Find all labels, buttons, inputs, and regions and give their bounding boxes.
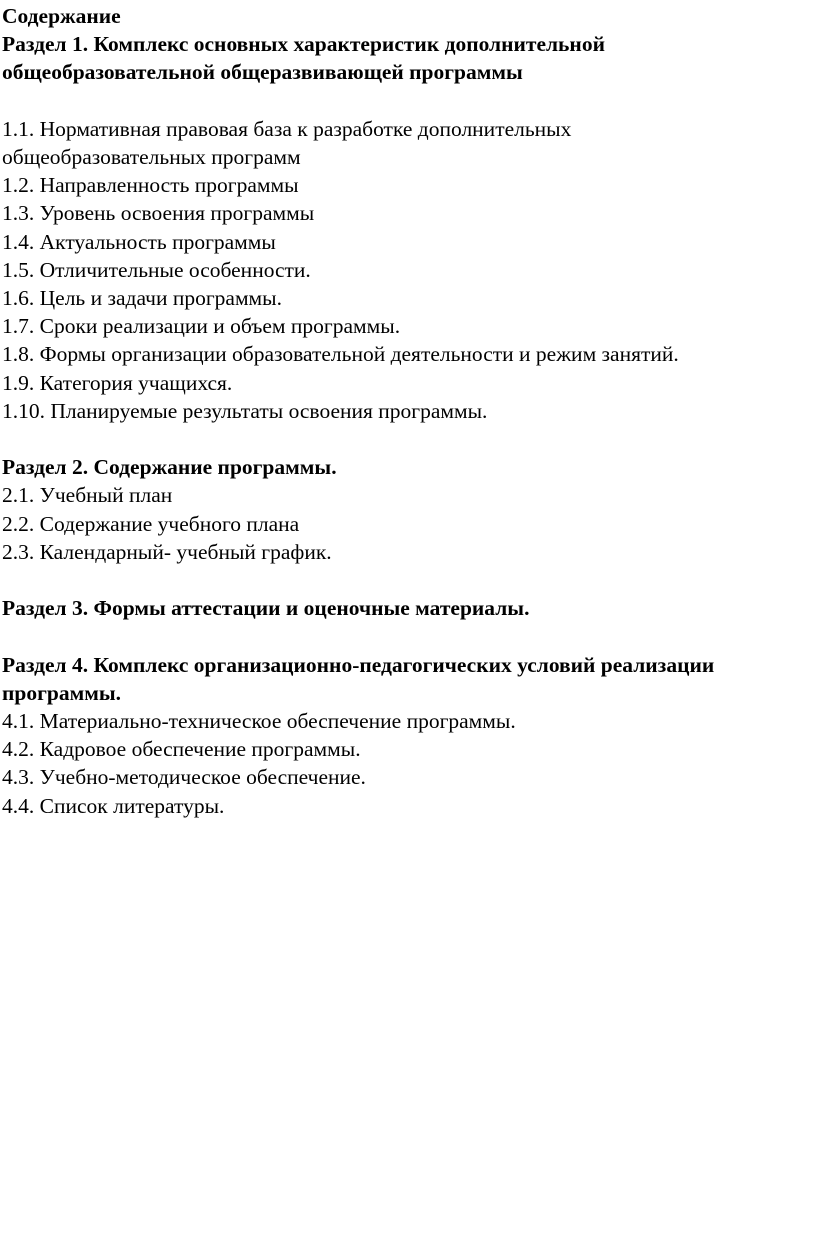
toc-item-1-1-continued: общеобразовательных программ	[2, 145, 301, 169]
section-1-heading-line-1: Раздел 1. Комплекс основных характеристик дополнительной	[2, 32, 605, 57]
section-2	[2, 453, 814, 566]
spacer	[2, 87, 814, 115]
section-4-heading-line-2: программы.	[2, 680, 122, 705]
spacer	[2, 425, 814, 453]
toc-item-4-1: 4.1. Материально-техническое обеспечение программы.	[2, 709, 516, 734]
toc-item-1-9: 1.9. Категория учащихся.	[2, 370, 233, 395]
toc-item-1-5: 1.5. Отличительные особенности.	[2, 257, 311, 282]
spacer	[2, 622, 814, 650]
toc-item-2-1: 2.1. Учебный план	[2, 483, 173, 508]
toc-item-4-2: 4.2. Кадровое обеспечение программы.	[2, 737, 361, 762]
toc-item-1-8: 1.8. Формы организации образовательной деятельности и режим занятий.	[2, 342, 679, 367]
section-4-heading-line-1: Раздел 4. Комплекс организационно-педагогических условий реализации	[2, 652, 715, 677]
toc-item-1-10: 1.10. Планируемые результаты освоения программы.	[2, 398, 488, 423]
section-3-heading: Раздел 3. Формы аттестации и оценочные материалы.	[2, 596, 530, 621]
section-1-heading-line-2: общеобразовательной общеразвивающей программы	[2, 60, 523, 85]
toc-item-2-3: 2.3. Календарный- учебный график.	[2, 539, 332, 564]
section-3	[2, 594, 814, 622]
toc-item-1-4: 1.4. Актуальность программы	[2, 229, 276, 254]
toc-item-1-1: 1.1. Нормативная правовая база к разработке дополнительных	[2, 116, 572, 141]
toc-item-4-4: 4.4. Список литературы.	[2, 793, 225, 818]
toc-item-4-3: 4.3. Учебно-методическое обеспечение.	[2, 765, 366, 790]
section-2-heading: Раздел 2. Содержание программы.	[2, 455, 337, 480]
document-title: Содержание	[2, 4, 121, 28]
section-1	[2, 30, 814, 425]
toc-item-1-7: 1.7. Сроки реализации и объем программы.	[2, 314, 401, 339]
document-page	[2, 2, 814, 820]
toc-item-1-3: 1.3. Уровень освоения программы	[2, 201, 315, 226]
toc-item-1-2: 1.2. Направленность программы	[2, 173, 299, 198]
toc-item-2-2: 2.2. Содержание учебного плана	[2, 511, 300, 536]
spacer	[2, 566, 814, 594]
toc-item-1-6: 1.6. Цель и задачи программы.	[2, 286, 282, 311]
section-4	[2, 651, 814, 820]
